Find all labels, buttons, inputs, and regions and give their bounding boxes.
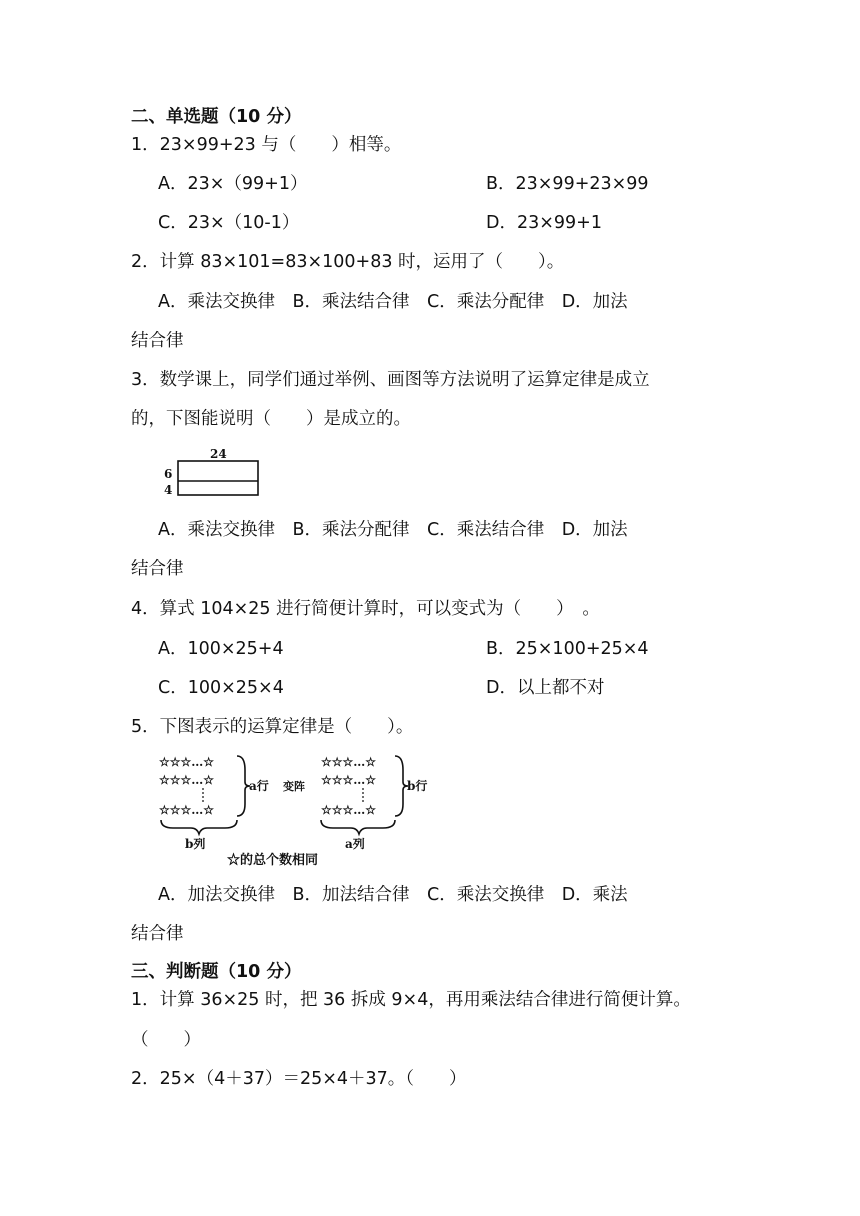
judgement-1-paren: （ ） [131,1030,201,1050]
option-c: C．100×25×4 [158,678,284,698]
star-row: ☆☆☆…☆ [321,755,377,769]
figure-left-label-2: 4 [164,483,173,497]
question-3-options-wrap: 结合律 [131,559,184,579]
star-row: ☆☆☆…☆ [321,803,377,817]
option-b: B．25×100+25×4 [486,639,649,659]
question-5-stem: 5．下图表示的运算定律是（ ）。 [131,717,414,737]
judgement-2-stem: 2．25×（4＋37）＝25×4＋37。（ ） [131,1069,467,1089]
question-5-options: A．加法交换律 B．加法结合律 C．乘法交换律 D．乘法 [158,885,628,905]
star-row: ☆☆☆…☆ [159,803,215,817]
star-row: ☆☆☆…☆ [321,773,377,787]
section-heading: 三、判断题（10 分） [131,962,302,982]
figure-left-label-1: 6 [164,467,173,481]
arrow-label: 变阵 [283,780,305,793]
section-heading: 二、单选题（10 分） [131,107,302,127]
left-cols-label: b列 [185,837,206,851]
right-rows-label: b行 [407,779,428,793]
question-3-stem-line1: 3．数学课上，同学们通过举例、画图等方法说明了运算定律是成立 [131,370,650,390]
rectangle-area-figure [160,446,265,498]
question-3-options: A．乘法交换律 B．乘法分配律 C．乘法结合律 D．加法 [158,520,628,540]
question-2-stem: 2．计算 83×101=83×100+83 时，运用了（ ）。 [131,252,565,272]
question-5-options-wrap: 结合律 [131,924,184,944]
option-a: A．23×（99+1） [158,174,308,194]
star-row: ☆☆☆…☆ [159,755,215,769]
option-d: D．23×99+1 [486,213,602,233]
under-brace-icon [161,820,237,834]
under-brace-icon [321,820,395,834]
left-rows-label: a行 [249,779,269,793]
question-4-stem: 4．算式 104×25 进行简便计算时，可以变式为（ ） 。 [131,599,600,619]
question-2-options-wrap: 结合律 [131,331,184,351]
option-b: B．23×99+23×99 [486,174,649,194]
figure-caption: ☆的总个数相同 [227,853,319,868]
question-2-options: A．乘法交换律 B．乘法结合律 C．乘法分配律 D．加法 [158,292,628,312]
figure-top-label: 24 [210,447,227,461]
right-cols-label: a列 [345,837,365,851]
question-1-stem: 1．23×99+23 与（ ）相等。 [131,135,402,155]
question-3-stem-line2: 的，下图能说明（ ）是成立的。 [131,409,411,429]
judgement-1-stem: 1．计算 36×25 时，把 36 拆成 9×4，再用乘法结合律进行简便计算。 [131,990,691,1010]
option-d: D．以上都不对 [486,678,605,698]
star-row: ☆☆☆…☆ [159,773,215,787]
option-a: A．100×25+4 [158,639,284,659]
option-c: C．23×（10-1） [158,213,300,233]
star-array-figure [155,750,445,870]
